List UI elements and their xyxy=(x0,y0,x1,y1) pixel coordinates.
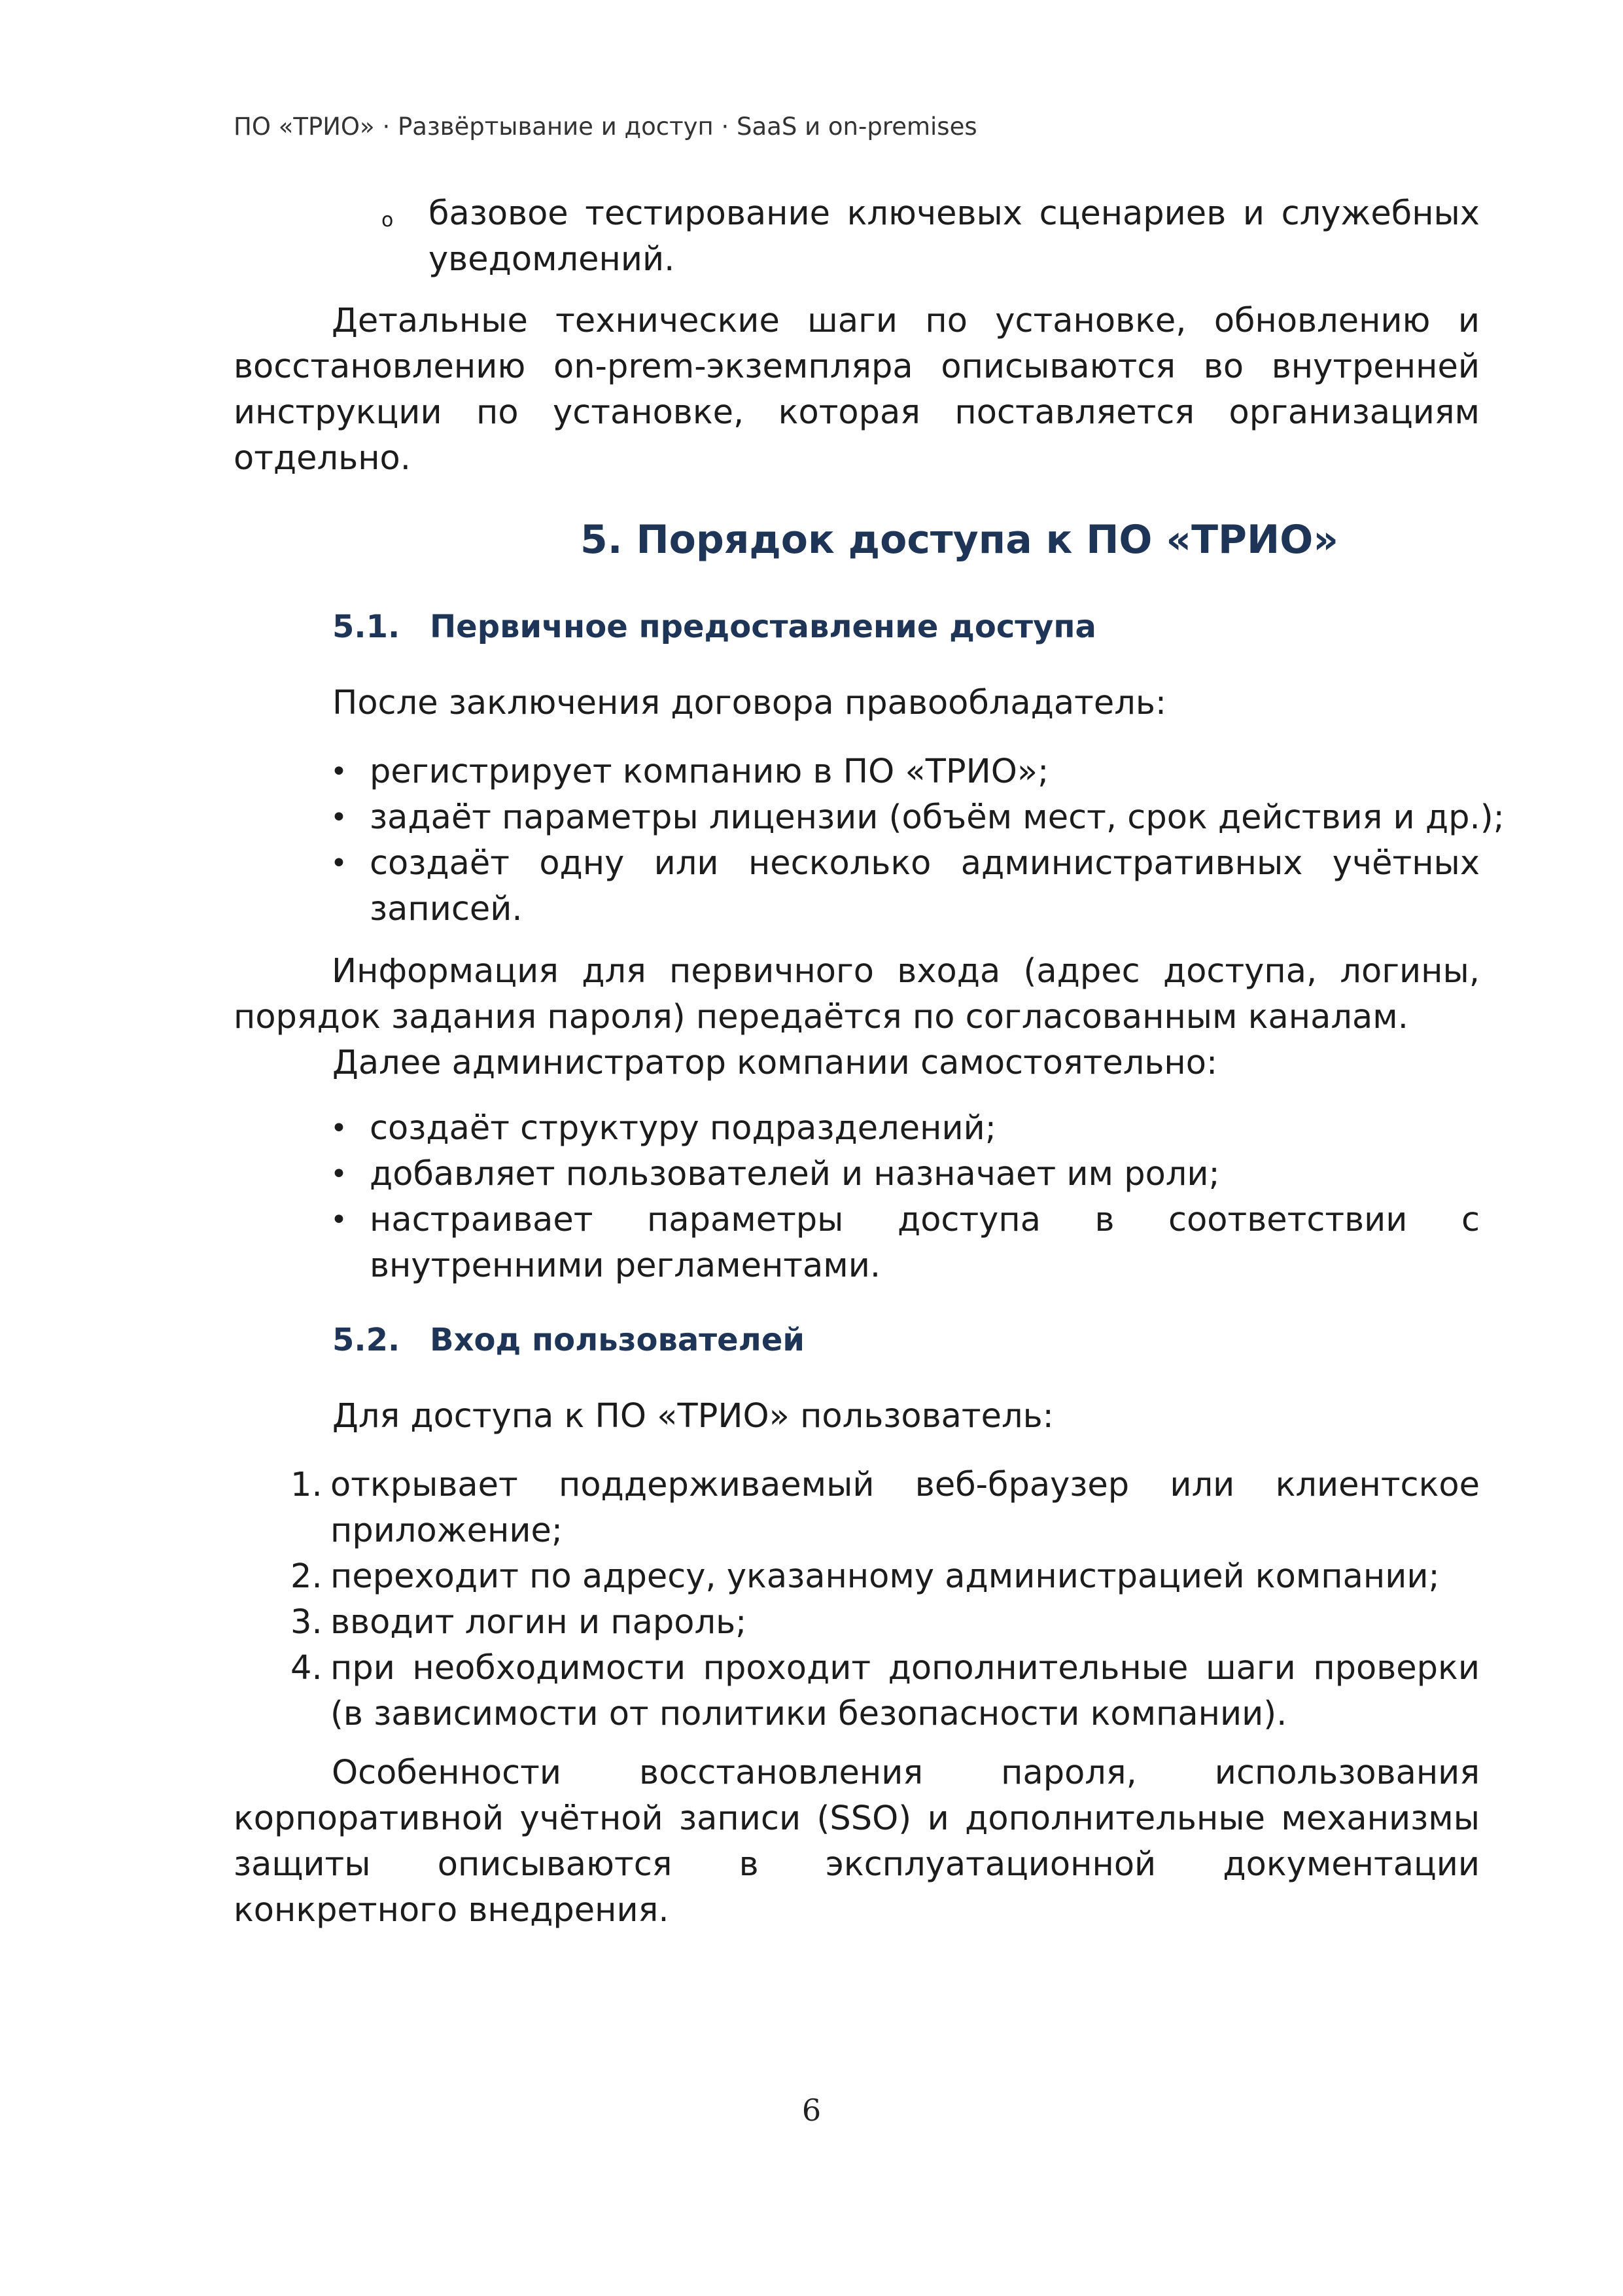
bullet-marker: • xyxy=(330,1112,347,1145)
bullet-marker: • xyxy=(330,1203,347,1237)
step-number: 4. xyxy=(290,1649,323,1687)
list-item: регистрирует компанию в ПО «ТРИО»; xyxy=(370,752,1049,791)
step-number: 1. xyxy=(290,1466,323,1504)
bullet-marker: • xyxy=(330,801,347,834)
section-5-2-paragraph: Особенности восстановления пароля, использования корпоративной учётной записи (SSO) и дополнительные механизмы защиты описываются в эксплуатационной документации конкретного внедрения. xyxy=(234,1754,1480,1930)
list-item: задаёт параметры лицензии (объём мест, срок действия и др.); xyxy=(370,798,1505,837)
section-5-1-lead: После заключения договора правообладатель: xyxy=(332,684,1167,722)
section-5-heading xyxy=(580,517,1338,563)
intro-paragraph: Детальные технические шаги по установке, обновлению и восстановлению on-prem-экземпляра описываются во внутренней инструкции по установке, которая поставляется организациям отдельно. xyxy=(234,302,1480,478)
bullet-marker: • xyxy=(330,1157,347,1191)
running-header: ПО «ТРИО» · Развёртывание и доступ · SaaS и on-premises xyxy=(234,113,977,141)
bullet-marker: • xyxy=(330,755,347,788)
section-5-2-number: 5.2. xyxy=(332,1322,400,1358)
sub-bullet-marker: o xyxy=(381,209,394,232)
list-item: настраивает параметры доступа в соответствии с внутренними регламентами. xyxy=(370,1201,1480,1285)
sub-bullet-text: базовое тестирование ключевых сценариев и служебных уведомлений. xyxy=(428,194,1480,279)
step-text: открывает поддерживаемый веб-браузер или клиентское приложение; xyxy=(330,1466,1480,1550)
section-5-2-title: Вход пользователей xyxy=(430,1322,805,1358)
list-item: добавляет пользователей и назначает им роли; xyxy=(370,1155,1220,1193)
step-text: вводит логин и пароль; xyxy=(330,1603,747,1642)
step-text: переходит по адресу, указанному администрацией компании; xyxy=(330,1557,1440,1596)
section-5-2-lead: Для доступа к ПО «ТРИО» пользователь: xyxy=(332,1397,1054,1436)
admin-lead: Далее администратор компании самостоятельно: xyxy=(332,1044,1218,1082)
section-5-number: 5. xyxy=(580,517,623,563)
section-5-1-title: Первичное предоставление доступа xyxy=(430,609,1096,645)
step-text: при необходимости проходит дополнительные шаги проверки (в зависимости от политики безопасности компании). xyxy=(330,1649,1480,1733)
page-number: 6 xyxy=(801,2093,822,2128)
list-item: создаёт одну или несколько административных учётных записей. xyxy=(370,844,1480,928)
list-item: создаёт структуру подразделений; xyxy=(370,1109,996,1148)
section-5-title: Порядок доступа к ПО «ТРИО» xyxy=(636,517,1338,563)
section-5-1-paragraph: Информация для первичного входа (адрес доступа, логины, порядок задания пароля) передаётся по согласованным каналам. xyxy=(234,952,1480,1036)
step-number: 2. xyxy=(290,1557,323,1596)
section-5-1-number: 5.1. xyxy=(332,609,400,645)
step-number: 3. xyxy=(290,1603,323,1642)
bullet-marker: • xyxy=(330,847,347,880)
